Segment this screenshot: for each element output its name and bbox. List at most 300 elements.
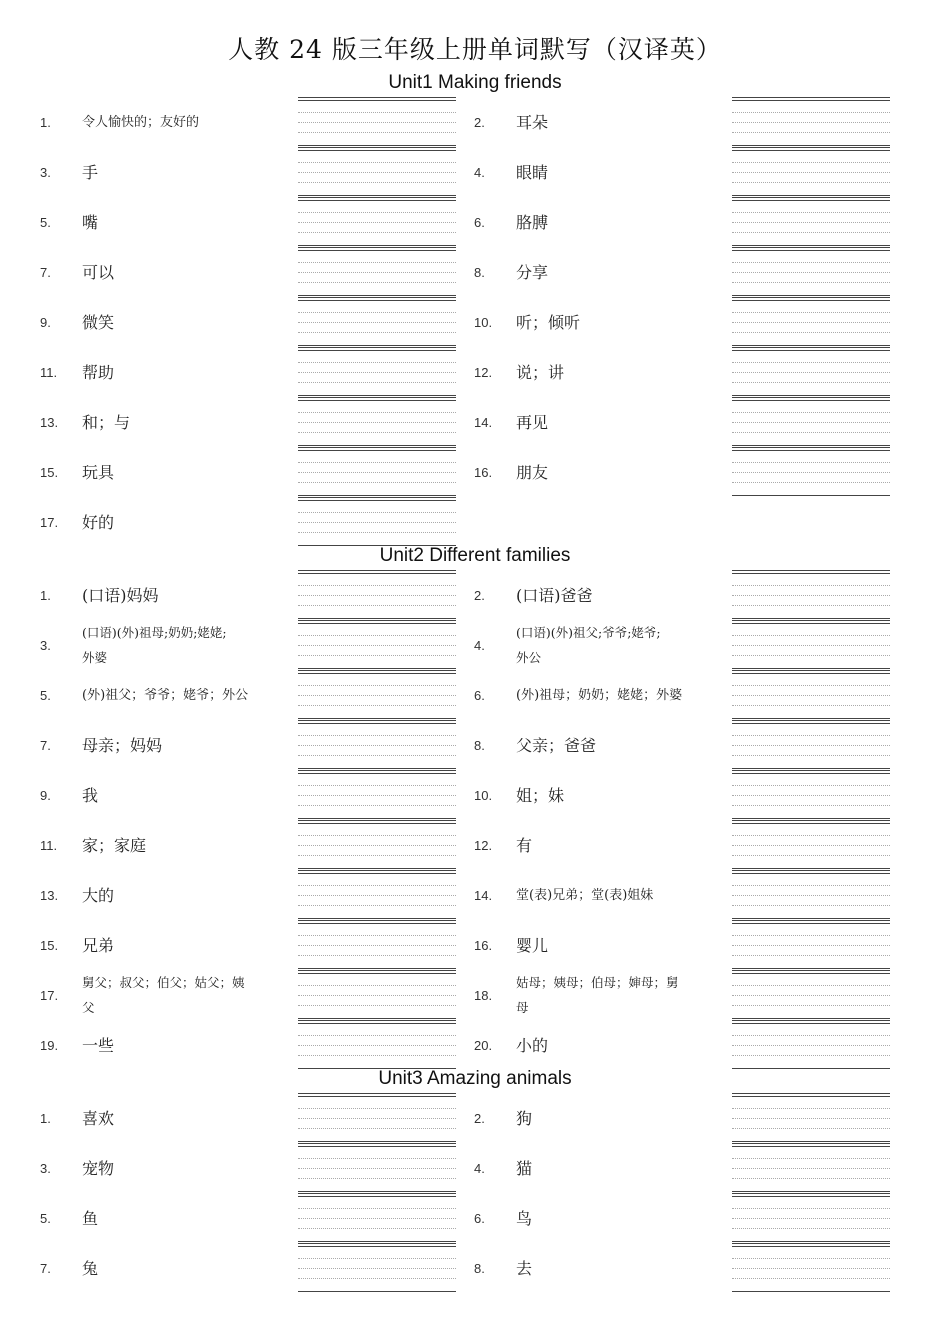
ruling-line	[732, 1258, 890, 1259]
item-number: 2.	[474, 114, 485, 130]
ruling-line	[298, 1291, 456, 1292]
ruling-line	[732, 147, 890, 148]
ruling-line	[732, 573, 890, 574]
vocab-item	[40, 1243, 480, 1293]
ruling-line	[732, 1108, 890, 1109]
ruling-line	[298, 1243, 456, 1244]
ruling-line	[732, 955, 890, 956]
ruling-line	[732, 122, 890, 123]
answer-lines[interactable]	[298, 920, 456, 970]
ruling-line	[732, 1093, 890, 1094]
ruling-line	[732, 447, 890, 448]
item-number: 3.	[40, 164, 51, 180]
item-number: 17.	[40, 987, 59, 1003]
ruling-line	[298, 595, 456, 596]
answer-lines[interactable]	[298, 1093, 456, 1143]
ruling-line	[732, 785, 890, 786]
chinese-prompt	[516, 620, 721, 670]
chinese-prompt: 说；讲	[516, 362, 565, 382]
answer-lines[interactable]	[732, 97, 890, 147]
answer-lines[interactable]	[298, 247, 456, 297]
item-number: 10.	[474, 787, 493, 803]
answer-lines[interactable]	[732, 570, 890, 620]
ruling-line	[732, 895, 890, 896]
vocab-item	[474, 620, 914, 670]
ruling-line	[298, 247, 456, 248]
item-number: 7.	[40, 1260, 51, 1276]
ruling-line	[298, 250, 456, 251]
answer-lines[interactable]	[732, 720, 890, 770]
ruling-line	[732, 673, 890, 674]
ruling-line	[732, 718, 890, 719]
ruling-line	[732, 618, 890, 619]
ruling-line	[732, 412, 890, 413]
ruling-line	[732, 805, 890, 806]
answer-lines[interactable]	[732, 870, 890, 920]
ruling-line	[298, 585, 456, 586]
ruling-line	[732, 735, 890, 736]
ruling-line	[732, 1005, 890, 1006]
ruling-line	[732, 868, 890, 869]
ruling-line	[298, 655, 456, 656]
chinese-prompt: 胳膊	[516, 212, 549, 232]
vocab-item	[40, 197, 480, 247]
vocab-item	[474, 347, 914, 397]
item-number: 4.	[474, 164, 485, 180]
ruling-line	[298, 372, 456, 373]
answer-lines[interactable]	[298, 1020, 456, 1070]
chinese-prompt: 再见	[516, 412, 549, 432]
chinese-prompt: (口语)妈妈	[82, 585, 159, 605]
unit-header: Unit2 Different families	[379, 545, 571, 566]
vocab-item	[40, 1020, 480, 1070]
answer-lines[interactable]	[298, 1143, 456, 1193]
ruling-line	[732, 755, 890, 756]
answer-lines[interactable]	[732, 670, 890, 720]
ruling-line	[732, 720, 890, 721]
ruling-line	[298, 635, 456, 636]
chinese-prompt: 嘴	[82, 212, 99, 232]
ruling-line	[732, 655, 890, 656]
ruling-line	[732, 145, 890, 146]
ruling-line	[298, 670, 456, 671]
ruling-line	[732, 212, 890, 213]
ruling-line	[732, 1228, 890, 1229]
item-number: 1.	[40, 587, 51, 603]
ruling-line	[732, 372, 890, 373]
ruling-line	[298, 195, 456, 196]
answer-lines[interactable]	[732, 770, 890, 820]
chinese-prompt: 帮助	[82, 362, 115, 382]
ruling-line	[298, 820, 456, 821]
answer-lines[interactable]	[298, 720, 456, 770]
chinese-prompt: 大的	[82, 885, 115, 905]
ruling-line	[298, 395, 456, 396]
ruling-line	[298, 350, 456, 351]
chinese-prompt: 猫	[516, 1158, 533, 1178]
ruling-line	[298, 482, 456, 483]
ruling-line	[732, 723, 890, 724]
item-number: 6.	[474, 1210, 485, 1226]
ruling-line	[298, 197, 456, 198]
answer-lines[interactable]	[298, 197, 456, 247]
answer-lines[interactable]	[298, 570, 456, 620]
ruling-line	[732, 1035, 890, 1036]
answer-lines[interactable]	[298, 447, 456, 497]
ruling-line	[732, 422, 890, 423]
ruling-line	[298, 855, 456, 856]
ruling-line	[732, 595, 890, 596]
ruling-line	[732, 870, 890, 871]
ruling-line	[298, 973, 456, 974]
item-number: 9.	[40, 787, 51, 803]
ruling-line	[732, 1291, 890, 1292]
ruling-line	[732, 623, 890, 624]
ruling-line	[732, 885, 890, 886]
ruling-line	[298, 945, 456, 946]
ruling-line	[732, 873, 890, 874]
ruling-line	[298, 795, 456, 796]
ruling-line	[298, 450, 456, 451]
ruling-line	[298, 1228, 456, 1229]
chinese-prompt: 兔	[82, 1258, 99, 1278]
vocab-item	[40, 920, 480, 970]
answer-lines[interactable]	[298, 820, 456, 870]
chinese-prompt	[516, 970, 721, 1020]
ruling-line	[732, 362, 890, 363]
ruling-line	[732, 495, 890, 496]
chinese-prompt: 堂(表)兄弟；堂(表)姐妹	[516, 887, 654, 903]
ruling-line	[732, 968, 890, 969]
ruling-line	[732, 1168, 890, 1169]
ruling-line	[298, 1158, 456, 1159]
ruling-line	[732, 823, 890, 824]
ruling-line	[298, 532, 456, 533]
ruling-line	[298, 447, 456, 448]
chinese-prompt-text: (口语)(外)祖父;爷爷;姥爷; 外公	[516, 625, 661, 665]
ruling-line	[732, 945, 890, 946]
answer-lines[interactable]	[732, 1243, 890, 1293]
ruling-line	[732, 245, 890, 246]
chinese-prompt: 鱼	[82, 1208, 99, 1228]
ruling-line	[732, 985, 890, 986]
ruling-line	[732, 585, 890, 586]
vocab-item	[40, 397, 480, 447]
ruling-line	[298, 222, 456, 223]
ruling-line	[732, 247, 890, 248]
answer-lines[interactable]	[298, 620, 456, 670]
ruling-line	[298, 172, 456, 173]
item-number: 19.	[40, 1037, 59, 1053]
ruling-line	[298, 112, 456, 113]
ruling-line	[732, 645, 890, 646]
item-number: 3.	[40, 1160, 51, 1176]
ruling-line	[732, 150, 890, 151]
item-number: 8.	[474, 264, 485, 280]
ruling-line	[732, 250, 890, 251]
ruling-line	[298, 445, 456, 446]
ruling-line	[732, 745, 890, 746]
answer-lines[interactable]	[732, 197, 890, 247]
chinese-prompt: 朋友	[516, 462, 549, 482]
ruling-line	[298, 735, 456, 736]
ruling-line	[732, 112, 890, 113]
item-number: 18.	[474, 987, 493, 1003]
ruling-line	[732, 1141, 890, 1142]
ruling-line	[298, 905, 456, 906]
ruling-line	[732, 1218, 890, 1219]
answer-lines[interactable]	[298, 1193, 456, 1243]
answer-lines[interactable]	[298, 397, 456, 447]
ruling-line	[298, 1108, 456, 1109]
ruling-line	[732, 282, 890, 283]
ruling-line	[298, 668, 456, 669]
ruling-line	[298, 282, 456, 283]
item-number: 15.	[40, 937, 59, 953]
vocab-item	[40, 820, 480, 870]
ruling-line	[298, 297, 456, 298]
chinese-prompt: 和；与	[82, 412, 131, 432]
ruling-line	[732, 182, 890, 183]
ruling-line	[732, 770, 890, 771]
item-number: 8.	[474, 1260, 485, 1276]
item-number: 12.	[474, 837, 493, 853]
chinese-prompt: 宠物	[82, 1158, 115, 1178]
ruling-line	[298, 1241, 456, 1242]
ruling-line	[732, 973, 890, 974]
item-number: 16.	[474, 937, 493, 953]
ruling-line	[732, 923, 890, 924]
answer-lines[interactable]	[298, 870, 456, 920]
vocab-item	[40, 570, 480, 620]
ruling-line	[298, 522, 456, 523]
ruling-line	[298, 1168, 456, 1169]
chinese-prompt: 母亲；妈妈	[82, 735, 163, 755]
vocab-item	[40, 970, 480, 1020]
answer-lines[interactable]	[298, 1243, 456, 1293]
ruling-line	[732, 200, 890, 201]
ruling-line	[298, 818, 456, 819]
ruling-line	[298, 397, 456, 398]
ruling-line	[298, 1005, 456, 1006]
vocab-item	[40, 720, 480, 770]
ruling-line	[298, 1035, 456, 1036]
ruling-line	[298, 895, 456, 896]
ruling-line	[298, 512, 456, 513]
ruling-line	[298, 1045, 456, 1046]
item-number: 16.	[474, 464, 493, 480]
ruling-line	[732, 845, 890, 846]
ruling-line	[298, 1018, 456, 1019]
vocab-item	[40, 147, 480, 197]
ruling-line	[298, 262, 456, 263]
item-number: 17.	[40, 514, 59, 530]
item-number: 15.	[40, 464, 59, 480]
item-number: 13.	[40, 887, 59, 903]
ruling-line	[732, 705, 890, 706]
answer-lines[interactable]	[732, 247, 890, 297]
ruling-line	[298, 382, 456, 383]
ruling-line	[298, 1020, 456, 1021]
ruling-line	[298, 620, 456, 621]
ruling-line	[298, 618, 456, 619]
answer-lines[interactable]	[732, 347, 890, 397]
ruling-line	[732, 272, 890, 273]
ruling-line	[732, 1020, 890, 1021]
vocab-item	[40, 1193, 480, 1243]
unit-header: Unit1 Making friends	[388, 72, 562, 93]
item-number: 5.	[40, 1210, 51, 1226]
ruling-line	[298, 150, 456, 151]
ruling-line	[732, 382, 890, 383]
ruling-line	[298, 923, 456, 924]
vocab-item	[40, 297, 480, 347]
vocab-item	[474, 1093, 914, 1143]
vocab-item	[474, 97, 914, 147]
ruling-line	[732, 1118, 890, 1119]
item-number: 5.	[40, 214, 51, 230]
ruling-line	[298, 1246, 456, 1247]
ruling-line	[732, 768, 890, 769]
vocab-item	[474, 1193, 914, 1243]
chinese-prompt: 我	[82, 785, 99, 805]
answer-lines[interactable]	[732, 620, 890, 670]
ruling-line	[732, 197, 890, 198]
vocab-item	[40, 770, 480, 820]
answer-lines[interactable]	[732, 820, 890, 870]
vocab-item	[474, 297, 914, 347]
ruling-line	[732, 172, 890, 173]
answer-lines[interactable]	[298, 770, 456, 820]
ruling-line	[298, 1193, 456, 1194]
chinese-prompt: (外)祖母；奶奶；姥姥；外婆	[516, 687, 683, 703]
ruling-line	[298, 1093, 456, 1094]
ruling-line	[298, 695, 456, 696]
answer-lines[interactable]	[732, 1193, 890, 1243]
ruling-line	[732, 432, 890, 433]
item-number: 6.	[474, 214, 485, 230]
vocab-item	[40, 1093, 480, 1143]
ruling-line	[732, 1191, 890, 1192]
item-number: 14.	[474, 887, 493, 903]
ruling-line	[732, 97, 890, 98]
answer-lines[interactable]	[732, 1020, 890, 1070]
ruling-line	[732, 670, 890, 671]
ruling-line	[732, 400, 890, 401]
ruling-line	[732, 635, 890, 636]
chinese-prompt: 一些	[82, 1035, 115, 1055]
item-number: 7.	[40, 264, 51, 280]
answer-lines[interactable]	[298, 497, 456, 547]
ruling-line	[298, 920, 456, 921]
ruling-line	[732, 295, 890, 296]
ruling-line	[298, 868, 456, 869]
ruling-line	[298, 745, 456, 746]
chinese-prompt: 听；倾听	[516, 312, 581, 332]
chinese-prompt	[82, 620, 287, 670]
ruling-line	[298, 720, 456, 721]
item-number: 4.	[474, 1160, 485, 1176]
ruling-line	[298, 432, 456, 433]
ruling-line	[732, 855, 890, 856]
answer-lines[interactable]	[732, 1143, 890, 1193]
ruling-line	[298, 823, 456, 824]
ruling-line	[298, 332, 456, 333]
ruling-line	[298, 873, 456, 874]
answer-lines[interactable]	[732, 397, 890, 447]
item-number: 2.	[474, 587, 485, 603]
answer-lines[interactable]	[298, 147, 456, 197]
answer-lines[interactable]	[732, 447, 890, 497]
ruling-line	[732, 1143, 890, 1144]
ruling-line	[298, 623, 456, 624]
vocab-item	[474, 1143, 914, 1193]
chinese-prompt: 去	[516, 1258, 533, 1278]
chinese-prompt: 玩具	[82, 462, 115, 482]
answer-lines[interactable]	[732, 1093, 890, 1143]
ruling-line	[298, 705, 456, 706]
ruling-line	[298, 918, 456, 919]
vocab-item	[474, 397, 914, 447]
ruling-line	[732, 300, 890, 301]
unit-header: Unit3 Amazing animals	[378, 1068, 572, 1089]
answer-lines[interactable]	[298, 670, 456, 720]
ruling-line	[298, 768, 456, 769]
ruling-line	[732, 620, 890, 621]
ruling-line	[298, 1055, 456, 1056]
ruling-line	[298, 345, 456, 346]
answer-lines[interactable]	[298, 970, 456, 1020]
item-number: 6.	[474, 687, 485, 703]
ruling-line	[732, 795, 890, 796]
ruling-line	[732, 450, 890, 451]
item-number: 3.	[40, 637, 51, 653]
ruling-line	[298, 495, 456, 496]
answer-lines[interactable]	[732, 970, 890, 1020]
ruling-line	[732, 970, 890, 971]
answer-lines[interactable]	[298, 347, 456, 397]
chinese-prompt: 姐；妹	[516, 785, 565, 805]
vocab-item	[474, 1020, 914, 1070]
answer-lines[interactable]	[298, 297, 456, 347]
ruling-line	[298, 1143, 456, 1144]
ruling-line	[732, 1243, 890, 1244]
item-number: 10.	[474, 314, 493, 330]
ruling-line	[732, 312, 890, 313]
chinese-prompt: 鸟	[516, 1208, 533, 1228]
answer-lines[interactable]	[298, 97, 456, 147]
chinese-prompt: 喜欢	[82, 1108, 115, 1128]
ruling-line	[298, 462, 456, 463]
ruling-line	[732, 232, 890, 233]
ruling-line	[732, 820, 890, 821]
answer-lines[interactable]	[732, 297, 890, 347]
answer-lines[interactable]	[732, 147, 890, 197]
ruling-line	[732, 995, 890, 996]
ruling-line	[298, 1178, 456, 1179]
ruling-line	[298, 200, 456, 201]
ruling-line	[298, 182, 456, 183]
ruling-line	[732, 350, 890, 351]
vocab-item	[474, 1243, 914, 1293]
vocab-item	[40, 347, 480, 397]
ruling-line	[732, 835, 890, 836]
ruling-line	[298, 100, 456, 101]
item-number: 14.	[474, 414, 493, 430]
answer-lines[interactable]	[732, 920, 890, 970]
ruling-line	[298, 985, 456, 986]
ruling-line	[298, 500, 456, 501]
